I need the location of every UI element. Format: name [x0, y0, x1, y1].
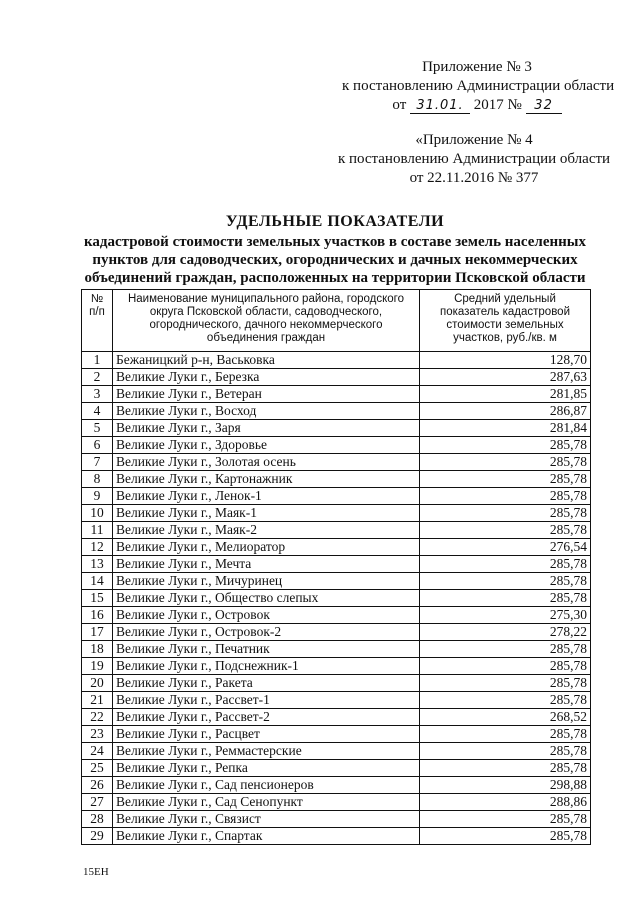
table-row [82, 488, 591, 505]
old-appendix-title: «Приложение № 4 [415, 132, 533, 148]
row-number: 10 [82, 505, 113, 522]
row-value: 287,63 [420, 369, 591, 386]
cadastral-value-table [81, 289, 591, 845]
table-row [82, 709, 591, 726]
row-value: 285,78 [420, 692, 591, 709]
table-row [82, 454, 591, 471]
row-number: 27 [82, 794, 113, 811]
row-name: Великие Луки г., Рассвет-2 [113, 709, 420, 726]
row-number: 4 [82, 403, 113, 420]
row-number: 28 [82, 811, 113, 828]
appendix-decree-line: к постановлению Администрации области [342, 78, 615, 94]
page-code: 15ЕН [83, 866, 109, 878]
row-value: 285,78 [420, 760, 591, 777]
appendix-date-line [342, 96, 612, 115]
table-row [82, 505, 591, 522]
row-name: Великие Луки г., Островок-2 [113, 624, 420, 641]
row-name: Великие Луки г., Расцвет [113, 726, 420, 743]
table-row [82, 386, 591, 403]
appendix-header-new [342, 58, 615, 115]
handwritten-number: 32 [526, 99, 562, 114]
row-number: 13 [82, 556, 113, 573]
row-name: Великие Луки г., Ленок-1 [113, 488, 420, 505]
row-number: 7 [82, 454, 113, 471]
row-number: 5 [82, 420, 113, 437]
table-header-row [82, 290, 591, 352]
table-row [82, 794, 591, 811]
row-name: Великие Луки г., Островок [113, 607, 420, 624]
row-value: 278,22 [420, 624, 591, 641]
row-value: 285,78 [420, 658, 591, 675]
date-prefix: от [392, 97, 407, 113]
row-number: 20 [82, 675, 113, 692]
row-name: Великие Луки г., Мелиоратор [113, 539, 420, 556]
row-value: 276,54 [420, 539, 591, 556]
row-number: 14 [82, 573, 113, 590]
row-value: 285,78 [420, 488, 591, 505]
row-number: 2 [82, 369, 113, 386]
table-row [82, 556, 591, 573]
row-value: 288,86 [420, 794, 591, 811]
table-row [82, 828, 591, 845]
table-row [82, 522, 591, 539]
row-number: 8 [82, 471, 113, 488]
row-value: 285,78 [420, 590, 591, 607]
document-title: УДЕЛЬНЫЕ ПОКАЗАТЕЛИ [225, 213, 445, 230]
old-appendix-date-line: от 22.11.2016 № 377 [409, 170, 539, 186]
row-value: 286,87 [420, 403, 591, 420]
table-row [82, 777, 591, 794]
row-name: Великие Луки г., Заря [113, 420, 420, 437]
row-number: 9 [82, 488, 113, 505]
table-row [82, 369, 591, 386]
row-name: Великие Луки г., Березка [113, 369, 420, 386]
table-row [82, 811, 591, 828]
table-row [82, 641, 591, 658]
row-name: Великие Луки г., Золотая осень [113, 454, 420, 471]
row-name: Великие Луки г., Подснежник-1 [113, 658, 420, 675]
row-value: 281,85 [420, 386, 591, 403]
table-row [82, 403, 591, 420]
row-value: 285,78 [420, 726, 591, 743]
row-value: 285,78 [420, 811, 591, 828]
row-value: 285,78 [420, 641, 591, 658]
row-value: 285,78 [420, 454, 591, 471]
row-number: 25 [82, 760, 113, 777]
row-number: 18 [82, 641, 113, 658]
table-row [82, 590, 591, 607]
row-name: Великие Луки г., Ветеран [113, 386, 420, 403]
year-number-label: 2017 № [473, 97, 522, 113]
appendix-title: Приложение № 3 [422, 59, 532, 75]
header-name: Наименование муниципального района, городского округа Псковской области, садоводческого, огороднического, дачного некоммерческого объединения граждан [113, 290, 420, 352]
row-value: 285,78 [420, 743, 591, 760]
row-number: 21 [82, 692, 113, 709]
row-number: 22 [82, 709, 113, 726]
row-name: Великие Луки г., Реммастерские [113, 743, 420, 760]
row-name: Великие Луки г., Маяк-2 [113, 522, 420, 539]
table-row [82, 692, 591, 709]
row-name: Великие Луки г., Спартак [113, 828, 420, 845]
row-name: Великие Луки г., Здоровье [113, 437, 420, 454]
row-value: 285,78 [420, 471, 591, 488]
row-name: Великие Луки г., Печатник [113, 641, 420, 658]
table-row [82, 420, 591, 437]
table-row [82, 573, 591, 590]
row-number: 29 [82, 828, 113, 845]
row-value: 275,30 [420, 607, 591, 624]
row-value: 268,52 [420, 709, 591, 726]
table-row [82, 760, 591, 777]
row-name: Великие Луки г., Маяк-1 [113, 505, 420, 522]
row-number: 17 [82, 624, 113, 641]
row-value: 128,70 [420, 352, 591, 369]
old-appendix-decree-line: к постановлению Администрации области [337, 151, 611, 167]
header-value: Средний удельный показатель кадастровой стоимости земельных участков, руб./кв. м [420, 290, 591, 352]
table-row [82, 437, 591, 454]
row-name: Великие Луки г., Сад Сенопункт [113, 794, 420, 811]
row-number: 24 [82, 743, 113, 760]
row-value: 285,78 [420, 522, 591, 539]
row-value: 285,78 [420, 437, 591, 454]
row-number: 23 [82, 726, 113, 743]
row-number: 12 [82, 539, 113, 556]
document-subtitle: кадастровой стоимости земельных участков в составе земель населенных пунктов для садоводческих, огороднических и дачных некоммерческих объединений граждан, расположенных на территории Псковской области [84, 234, 586, 286]
table-body [82, 352, 591, 845]
row-name: Великие Луки г., Сад пенсионеров [113, 777, 420, 794]
row-value: 281,84 [420, 420, 591, 437]
row-name: Великие Луки г., Рассвет-1 [113, 692, 420, 709]
table-row [82, 624, 591, 641]
row-value: 285,78 [420, 828, 591, 845]
row-number: 15 [82, 590, 113, 607]
table-row [82, 471, 591, 488]
table-row [82, 539, 591, 556]
table-row [82, 726, 591, 743]
row-value: 285,78 [420, 556, 591, 573]
table-row [82, 675, 591, 692]
table-row [82, 607, 591, 624]
row-name: Великие Луки г., Мичуринец [113, 573, 420, 590]
row-value: 298,88 [420, 777, 591, 794]
row-number: 1 [82, 352, 113, 369]
row-name: Великие Луки г., Мечта [113, 556, 420, 573]
appendix-header-old [336, 131, 612, 188]
row-value: 285,78 [420, 573, 591, 590]
table-row [82, 743, 591, 760]
table-row [82, 352, 591, 369]
row-name: Великие Луки г., Восход [113, 403, 420, 420]
row-number: 3 [82, 386, 113, 403]
row-name: Великие Луки г., Общество слепых [113, 590, 420, 607]
row-value: 285,78 [420, 505, 591, 522]
row-name: Великие Луки г., Репка [113, 760, 420, 777]
row-name: Великие Луки г., Связист [113, 811, 420, 828]
row-value: 285,78 [420, 675, 591, 692]
row-name: Великие Луки г., Картонажник [113, 471, 420, 488]
row-name: Бежаницкий р-н, Васьковка [113, 352, 420, 369]
table-row [82, 658, 591, 675]
row-number: 19 [82, 658, 113, 675]
row-name: Великие Луки г., Ракета [113, 675, 420, 692]
row-number: 11 [82, 522, 113, 539]
row-number: 16 [82, 607, 113, 624]
row-number: 26 [82, 777, 113, 794]
row-number: 6 [82, 437, 113, 454]
header-number: № п/п [82, 290, 113, 352]
handwritten-date: 31.01. [410, 99, 470, 114]
